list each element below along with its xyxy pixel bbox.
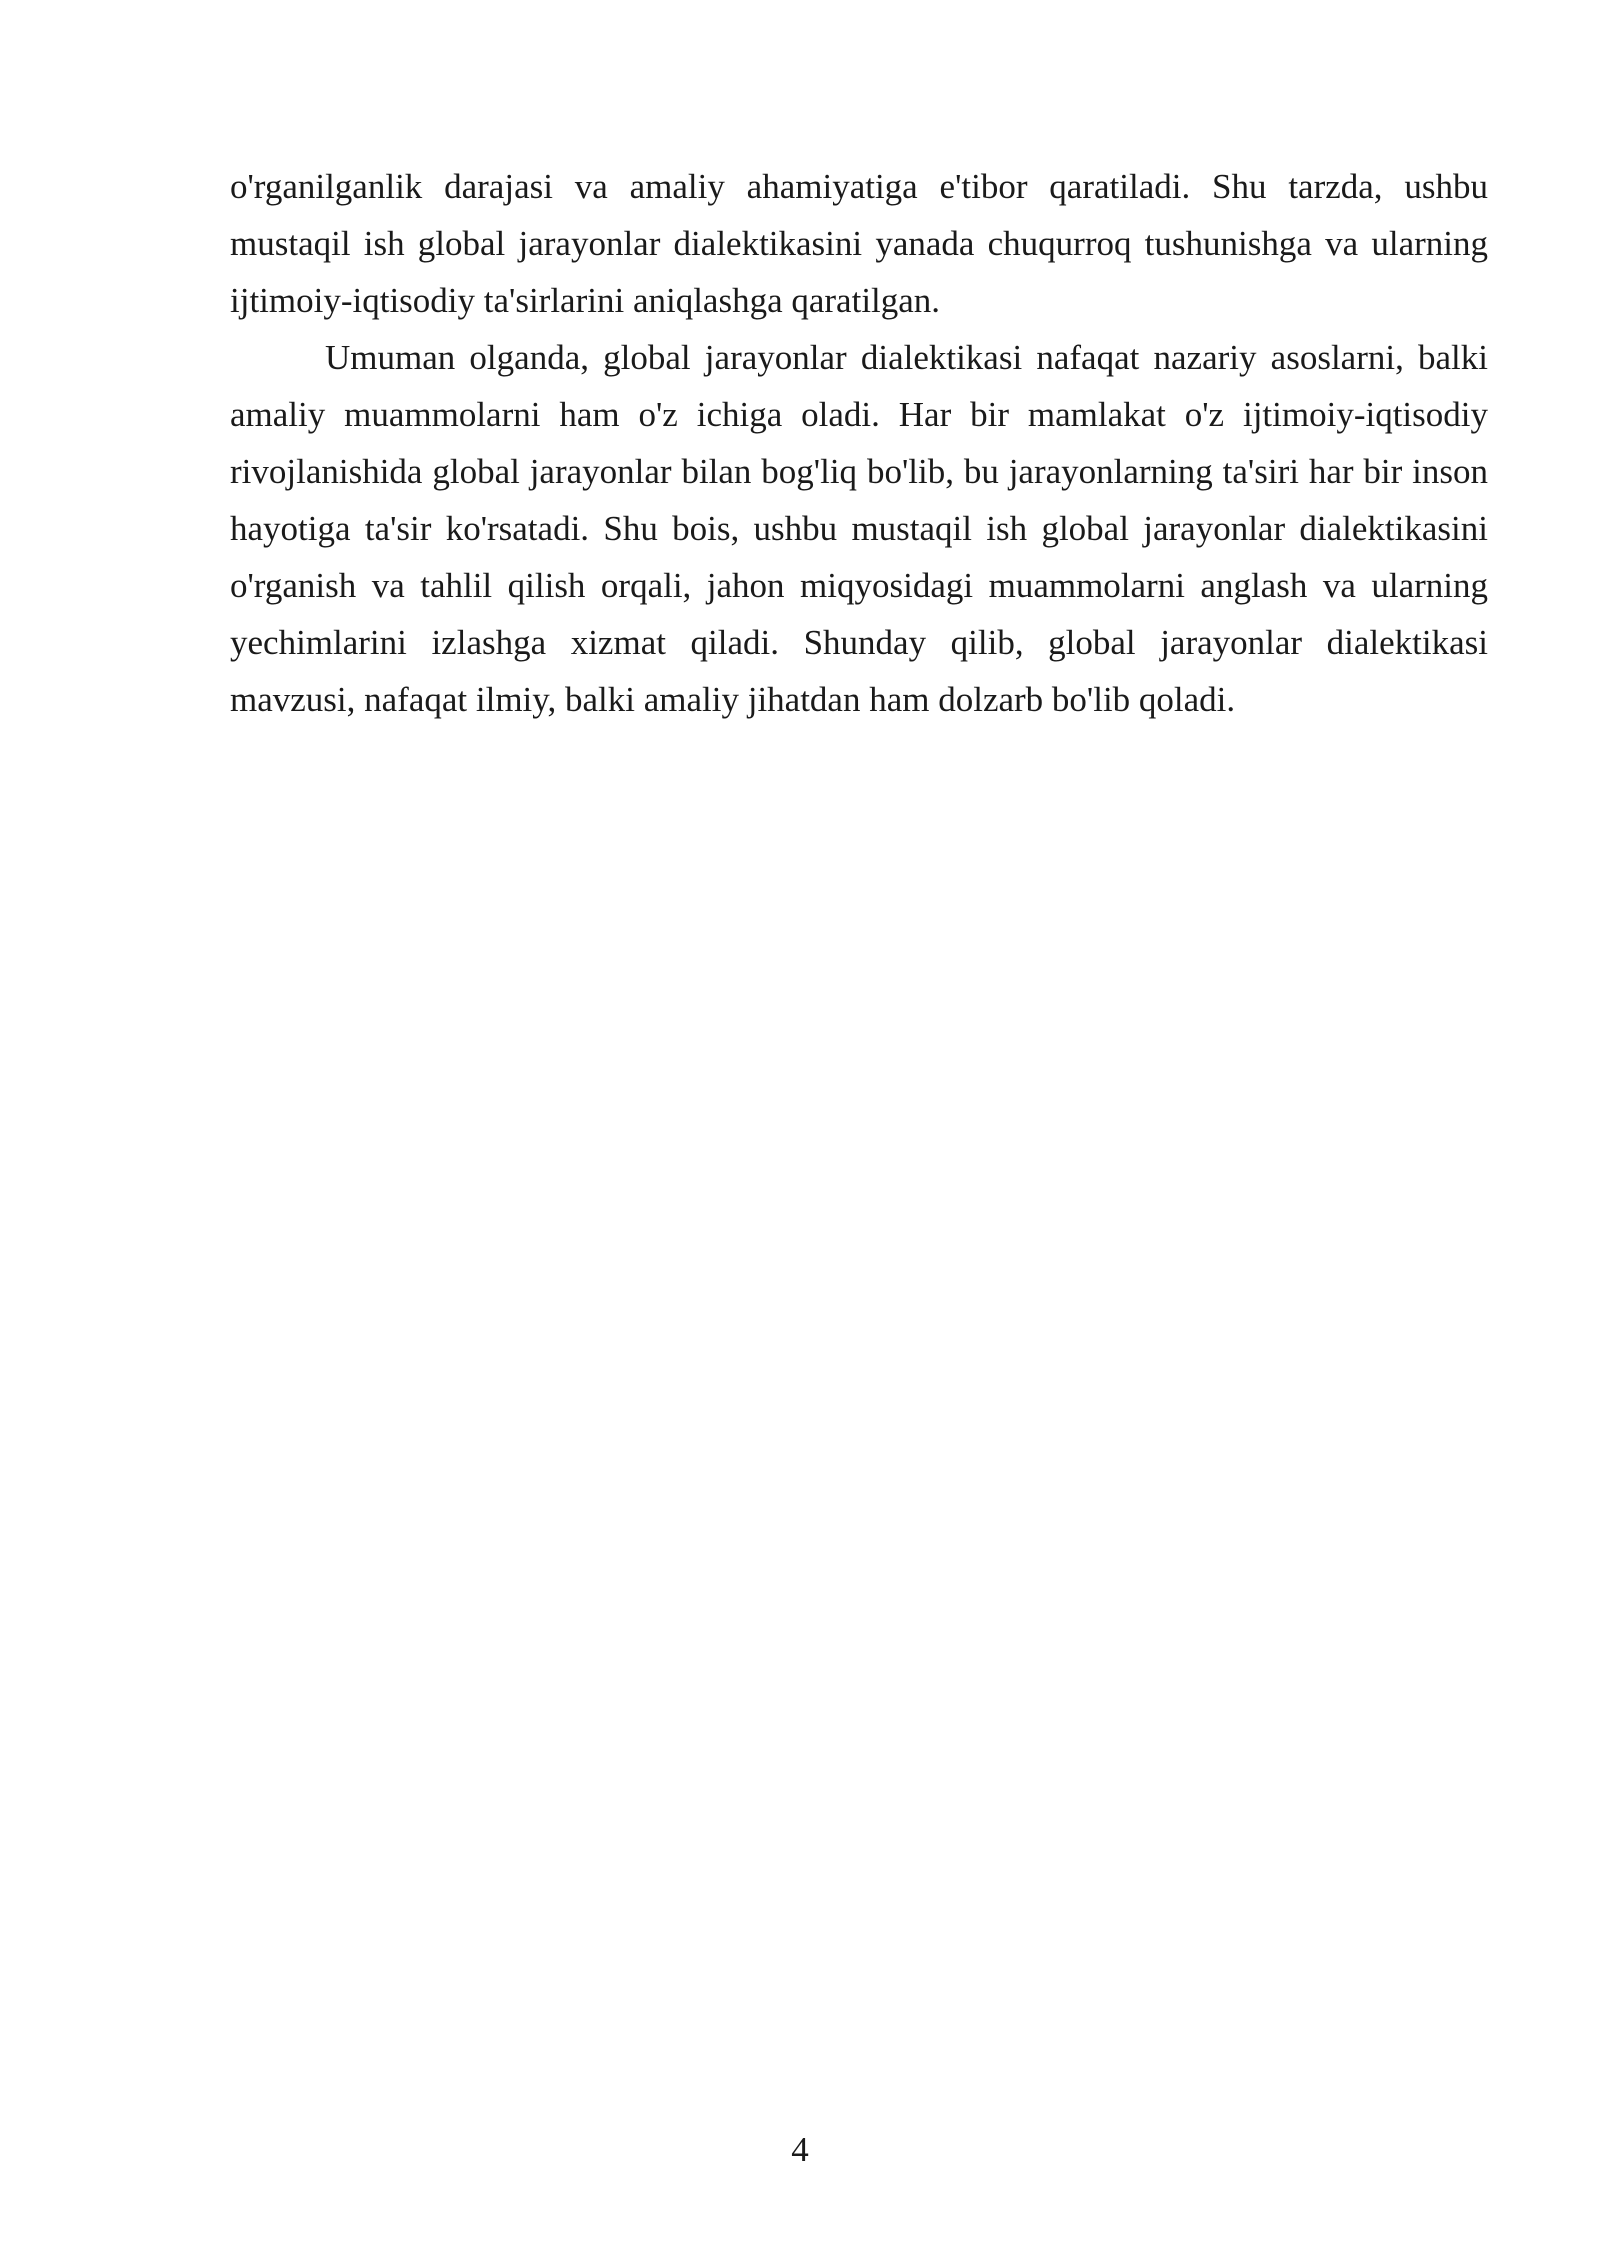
page-number: 4 [791,2130,809,2169]
body-text [230,158,1488,728]
paragraph-continuation: o'rganilganlik darajasi va amaliy ahamiyatiga e'tibor qaratiladi. Shu tarzda, ushbu mustaqil ish global jarayonlar dialektikasini yanada chuqurroq tushunishga va ularning ijtimoiy-iqtisodiy ta'sirlarini aniqlashga qaratilgan. [230,167,1488,320]
paragraph-conclusion: Umuman olganda, global jarayonlar dialektikasi nafaqat nazariy asoslarni, balki amaliy muammolarni ham o'z ichiga oladi. Har bir mamlakat o'z ijtimoiy-iqtisodiy rivojlanishida global jarayonlar bilan bog'liq bo'lib, bu jarayonlarning ta'siri har bir inson hayotiga ta'sir ko'rsatadi. Shu bois, ushbu mustaqil ish global jarayonlar dialektikasini o'rganish va tahlil qilish orqali, jahon miqyosidagi muammolarni anglash va ularning yechimlarini izlashga xizmat qiladi. Shunday qilib, global jarayonlar dialektikasi mavzusi, nafaqat ilmiy, balki amaliy jihatdan ham dolzarb bo'lib qoladi. [230,338,1488,719]
